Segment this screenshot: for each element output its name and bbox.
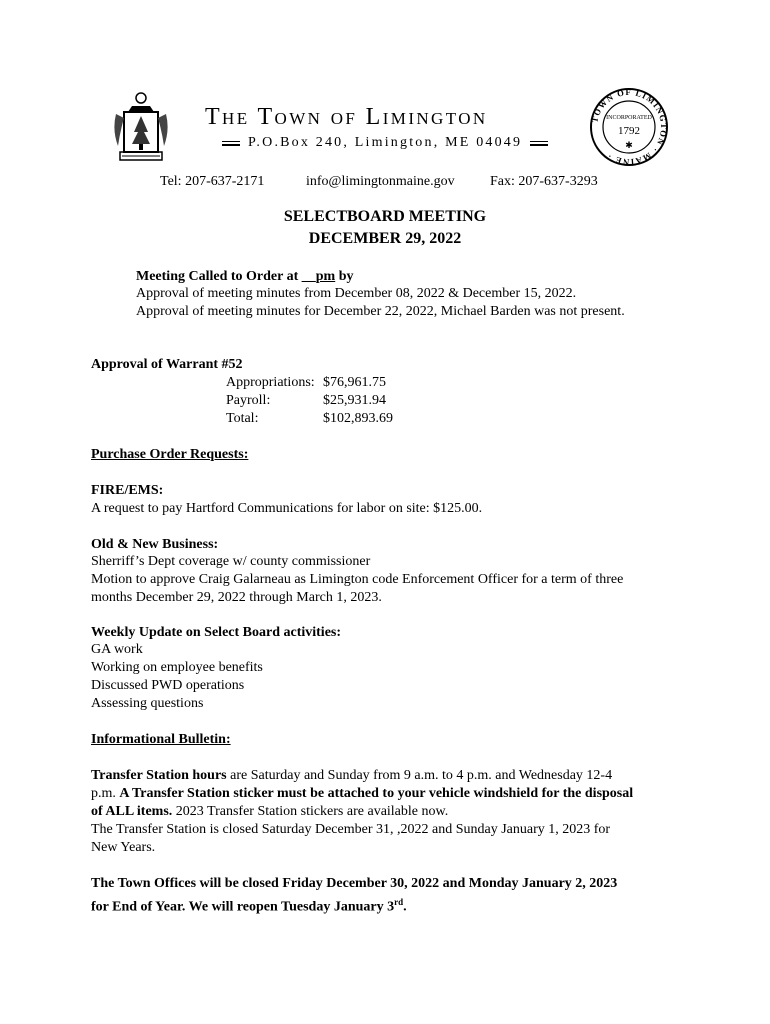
transfer-sticker-line: [91, 785, 633, 804]
office-reopen-notice: [91, 893, 407, 917]
bulletin-heading: Informational Bulletin:: [91, 732, 231, 747]
call-to-order-time: __pm: [301, 269, 336, 284]
minutes-approval-2: Approval of meeting minutes for December 22, 2022, Michael Barden was not present.: [136, 304, 625, 319]
warrant-label-appropriations: Appropriations:: [226, 375, 315, 390]
transfer-closed-notice: The Transfer Station is closed Saturday December 31, ,2022 and Sunday January 1, 2023 for: [91, 822, 611, 837]
transfer-sticker-line-2: [91, 803, 448, 822]
warrant-value-appropriations: $76,961.75: [323, 375, 386, 390]
minutes-approval-1: Approval of meeting minutes from December 08, 2022 & December 15, 2022.: [136, 286, 577, 301]
phone-number: Tel: 207-637-2171: [160, 174, 265, 189]
transfer-sticker-availability: 2023 Transfer Station stickers are available now.: [172, 804, 449, 819]
svg-text:1792: 1792: [618, 125, 640, 137]
warrant-heading: Approval of Warrant #52: [91, 357, 243, 372]
fire-ems-request: A request to pay Hartford Communications for labor on site: $125.00.: [91, 501, 483, 516]
transfer-hours-label: Transfer Station hours: [91, 768, 227, 783]
decorative-rule-right: [530, 141, 548, 146]
fax-number: Fax: 207-637-3293: [490, 174, 598, 189]
svg-text:✱: ✱: [625, 141, 633, 151]
office-closure-notice: The Town Offices will be closed Friday December 30, 2022 and Monday January 2, 2023: [91, 876, 618, 891]
transfer-closed-notice-end: New Years.: [91, 840, 156, 855]
purchase-orders-heading: Purchase Order Requests:: [91, 447, 249, 462]
decorative-rule-left: [222, 141, 240, 146]
meeting-title: SELECTBOARD MEETING: [283, 208, 487, 225]
weekly-update-heading: Weekly Update on Select Board activities:: [91, 625, 342, 640]
town-name-heading: The Town of Limington: [205, 104, 488, 130]
state-seal-image: [110, 88, 172, 175]
town-seal-image: [588, 86, 670, 173]
transfer-hours-text: are Saturday and Sunday from 9 a.m. to 4 p.m. and Wednesday 12-4: [226, 768, 613, 783]
email-address[interactable]: info@limingtonmaine.gov: [306, 174, 455, 189]
weekly-item: GA work: [91, 642, 143, 657]
weekly-item: Discussed PWD operations: [91, 678, 245, 693]
call-to-order-prefix: Meeting Called to Order at: [136, 269, 302, 284]
call-to-order-suffix: by: [335, 269, 354, 284]
mailing-address: [222, 135, 548, 151]
call-to-order-line: [136, 268, 354, 287]
business-heading: Old & New Business:: [91, 537, 219, 552]
business-item-motion: Motion to approve Craig Galarneau as Limington code Enforcement Officer for a term of three: [91, 572, 624, 587]
address-text: P.O.Box 240, Limington, ME 04049: [248, 135, 523, 150]
meeting-date: DECEMBER 29, 2022: [308, 230, 462, 247]
warrant-label-total: Total:: [226, 411, 259, 426]
weekly-item: Assessing questions: [91, 696, 204, 711]
warrant-label-payroll: Payroll:: [226, 393, 271, 408]
office-reopen-text: for End of Year. We will reopen Tuesday January 3: [91, 899, 395, 915]
svg-text:INCORPORATED: INCORPORATED: [606, 115, 652, 121]
transfer-hours-line: [91, 767, 612, 786]
ordinal-suffix: rd: [394, 897, 404, 907]
svg-text:TOWN OF LIMINGTON · MAINE ·: TOWN OF LIMINGTON · MAINE ·: [589, 86, 670, 168]
transfer-sticker-notice-end: of ALL items.: [91, 804, 173, 819]
business-item-sheriff: Sherriff’s Dept coverage w/ county commissioner: [91, 554, 371, 569]
weekly-item: Working on employee benefits: [91, 660, 263, 675]
warrant-value-payroll: $25,931.94: [323, 393, 386, 408]
business-item-motion-cont: months December 29, 2022 through March 1, 2023.: [91, 590, 382, 605]
warrant-value-total: $102,893.69: [323, 411, 393, 426]
office-reopen-end: .: [403, 899, 407, 915]
fire-ems-heading: FIRE/EMS:: [91, 483, 164, 498]
transfer-hours-text-end: p.m.: [91, 786, 120, 801]
transfer-sticker-notice: A Transfer Station sticker must be attached to your vehicle windshield for the disposal: [119, 786, 634, 801]
